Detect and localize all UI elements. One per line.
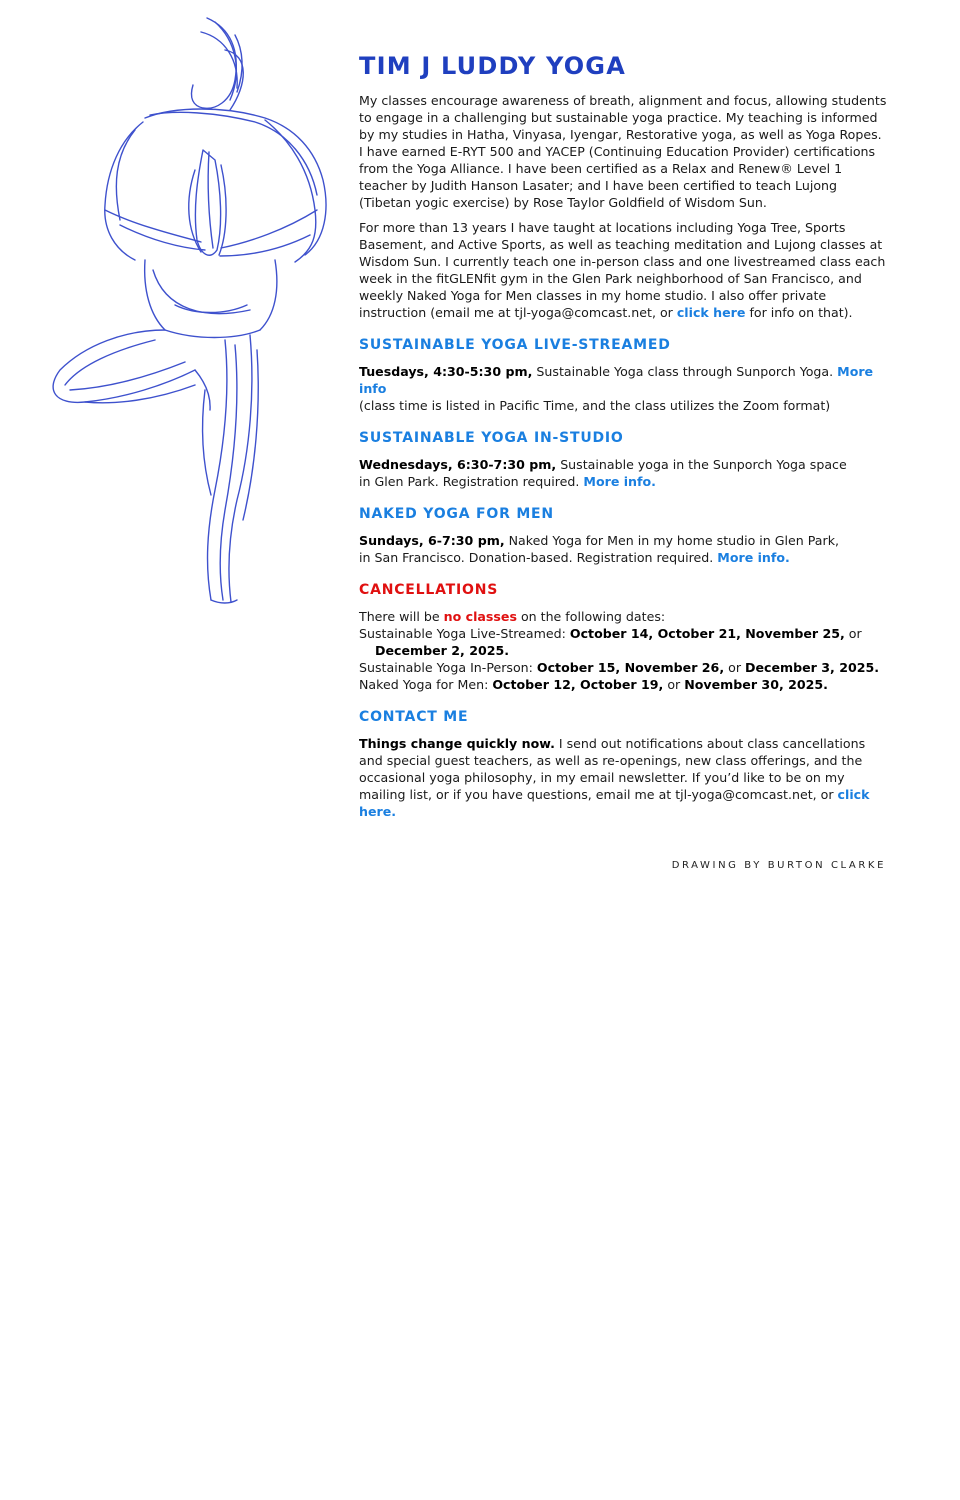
cancel-livestream-or: or bbox=[844, 626, 862, 641]
contact-text: I send out notifications about class cancellations and special guest teachers, as well as re-openings, new class offerings, and the occasional yoga philosophy, in my email newsletter. If you’d like to be on my mailing list, or if you have questions, email me at tjl-yoga@comcast.net, or bbox=[359, 736, 866, 802]
naked-yoga-time: Sundays, 6-7:30 pm, bbox=[359, 533, 505, 548]
cancellations-heading: CANCELLATIONS bbox=[359, 582, 499, 598]
instudio-heading: SUSTAINABLE YOGA IN-STUDIO bbox=[359, 430, 624, 446]
intro-paragraph-2 bbox=[359, 219, 889, 321]
contact-heading: CONTACT ME bbox=[359, 709, 469, 725]
instudio-text-2: in Glen Park. Registration required. bbox=[359, 474, 584, 489]
no-classes-highlight: no classes bbox=[443, 609, 517, 624]
page-title: TIM J LUDDY YOGA bbox=[359, 52, 626, 80]
intro-paragraph-1: My classes encourage awareness of breath, alignment and focus, allowing students to engage in a challenging but sustainable yoga practice. My teaching is informed by my studies in Hatha, Vinyasa, Iyengar, Restorative yoga, as well as Yoga Ropes. I have earned E-RYT 500 and YACEP (Continuing Education Provider) certifications from the Yoga Alliance. I have been certified as a Relax and Renew® Level 1 teacher by Judith Hanson Lasater; and I have been certified to teach Lujong (Tibetan yogic exercise) by Rose Taylor Goldfield of Wisdom Sun. bbox=[359, 93, 887, 210]
livestream-more-info-link[interactable]: More info bbox=[359, 364, 874, 396]
naked-yoga-text-1: Naked Yoga for Men in my home studio in Glen Park, bbox=[504, 533, 840, 548]
cancel-naked-or: or bbox=[663, 677, 685, 692]
instudio-text-1: Sustainable yoga in the Sunporch Yoga space bbox=[556, 457, 847, 472]
cancel-inperson-label: Sustainable Yoga In-Person: bbox=[359, 660, 537, 675]
contact-click-here-link[interactable]: click here. bbox=[359, 787, 870, 819]
cancel-inperson-line bbox=[359, 659, 889, 676]
naked-yoga-text-2: in San Francisco. Donation-based. Registration required. bbox=[359, 550, 718, 565]
instudio-time: Wednesdays, 6:30-7:30 pm, bbox=[359, 457, 557, 472]
cancellations-intro-a: There will be bbox=[359, 609, 444, 624]
intro-p2-tail: for info on that). bbox=[745, 305, 853, 320]
yoga-sketch-drawing bbox=[25, 10, 340, 605]
main-content bbox=[359, 52, 889, 820]
naked-yoga-more-info-link[interactable]: More info. bbox=[717, 550, 790, 565]
cancel-livestream-dates: October 14, October 21, November 25, bbox=[569, 626, 845, 641]
instudio-details bbox=[359, 456, 889, 490]
cancel-naked-last-date: November 30, 2025. bbox=[684, 677, 828, 692]
drawing-credit: DRAWING BY BURTON CLARKE bbox=[671, 860, 886, 871]
livestream-text: Sustainable Yoga class through Sunporch Yoga. bbox=[532, 364, 838, 379]
cancel-naked-dates: October 12, October 19, bbox=[492, 677, 664, 692]
livestream-note: (class time is listed in Pacific Time, and the class utilizes the Zoom format) bbox=[359, 398, 831, 413]
cancel-inperson-or: or bbox=[724, 660, 745, 675]
yoga-tree-pose-sketch-icon bbox=[25, 10, 340, 605]
livestream-heading: SUSTAINABLE YOGA LIVE-STREAMED bbox=[359, 337, 671, 353]
cancel-naked-label: Naked Yoga for Men: bbox=[359, 677, 493, 692]
contact-paragraph bbox=[359, 735, 889, 820]
cancel-livestream-label: Sustainable Yoga Live-Streamed: bbox=[359, 626, 570, 641]
private-instruction-link[interactable]: click here bbox=[676, 305, 746, 320]
cancel-inperson-last-date: December 3, 2025. bbox=[745, 660, 880, 675]
cancel-naked-line bbox=[359, 676, 889, 693]
naked-yoga-heading: NAKED YOGA FOR MEN bbox=[359, 506, 554, 522]
cancel-livestream-last-line bbox=[359, 642, 889, 659]
cancel-inperson-dates: October 15, November 26, bbox=[536, 660, 725, 675]
contact-lead: Things change quickly now. bbox=[359, 736, 555, 751]
cancel-livestream-line bbox=[359, 625, 889, 642]
cancellations-list bbox=[359, 608, 889, 693]
livestream-details bbox=[359, 363, 889, 414]
naked-yoga-details bbox=[359, 532, 889, 566]
cancellations-intro bbox=[359, 608, 889, 625]
cancellations-intro-b: on the following dates: bbox=[516, 609, 666, 624]
livestream-time: Tuesdays, 4:30-5:30 pm, bbox=[359, 364, 533, 379]
intro-p2-text: For more than 13 years I have taught at locations including Yoga Tree, Sports Basement, and Active Sports, as well as teaching meditation and Lujong classes at Wisdom Sun. I currently teach one in-person class and one livestreamed class each week in the fitGLENfit gym in the Glen Park neighborhood of San Francisco, and weekly Naked Yoga for Men classes in my home studio. I also offer private instruction (email me at tjl-yoga@comcast.net, or bbox=[359, 220, 886, 320]
instudio-more-info-link[interactable]: More info. bbox=[583, 474, 656, 489]
cancel-livestream-last-date: December 2, 2025. bbox=[375, 643, 510, 658]
